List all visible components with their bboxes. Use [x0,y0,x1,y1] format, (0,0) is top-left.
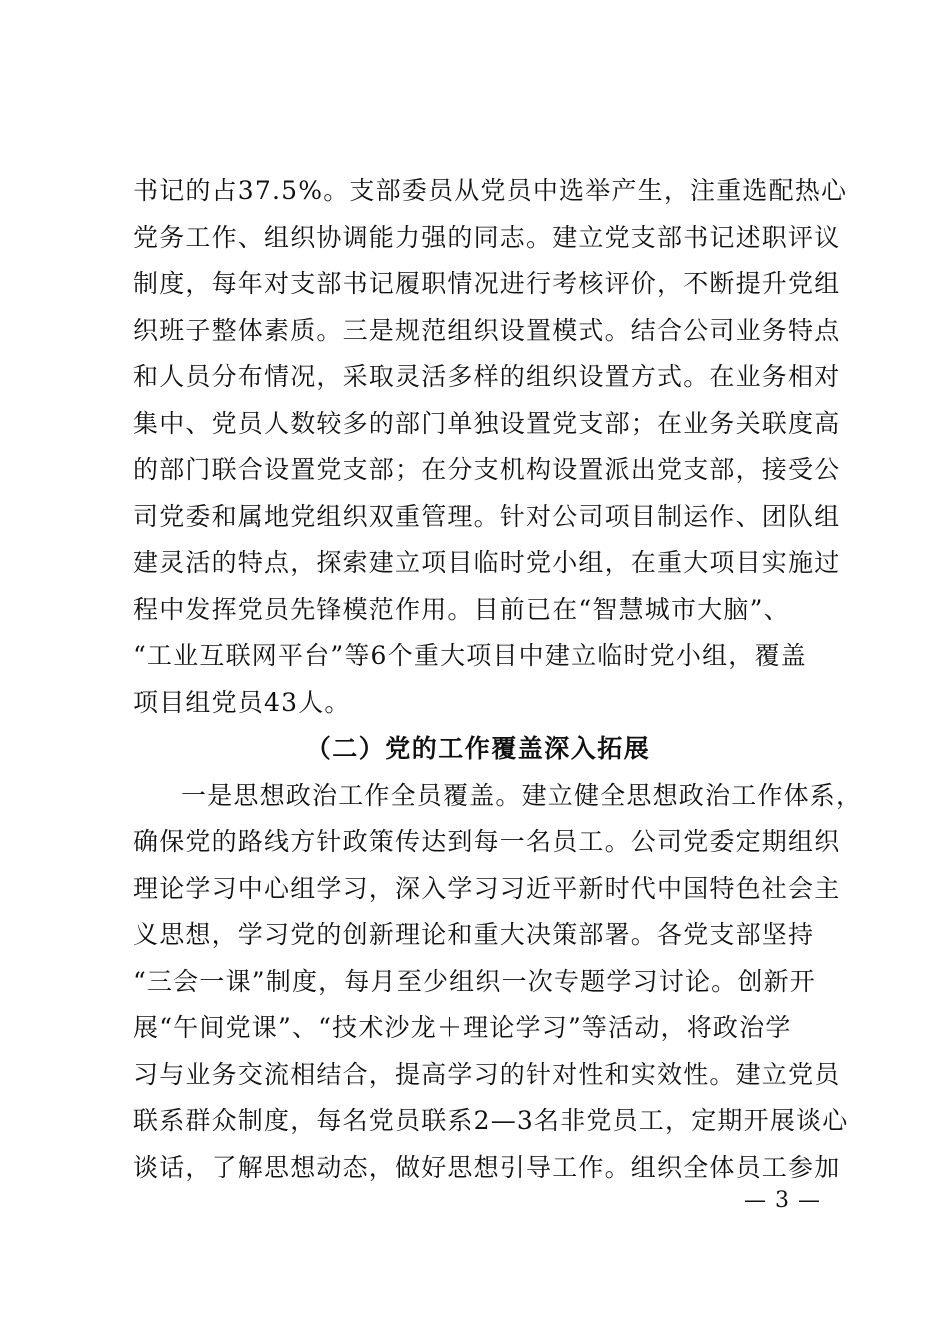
text-line: 谈话，了解思想动态，做好思想引导工作。组织全体员工参加 [133,1152,841,1182]
section-heading: （二）党的工作覆盖深入拓展 [305,734,651,763]
text-line: 项目组党员43人。 [133,687,351,717]
text-line: 党务工作、组织协调能力强的同志。建立党支部书记述职评议 [133,222,841,252]
text-line: 联系群众制度，每名党员联系2—3名非党员工，定期开展谈心 [133,1106,849,1135]
text-line: 习与业务交流相结合，提高学习的针对性和实效性。建立党员 [133,1059,841,1089]
text-line: 理论学习中心组学习，深入学习习近平新时代中国特色社会主 [133,873,841,903]
text-line: 集中、党员人数较多的部门单独设置党支部；在业务关联度高 [133,408,841,438]
text-line: 程中发挥党员先锋模范作用。目前已在“智慧城市大脑”、 [133,594,790,624]
text-line: 展“午间党课”、“技术沙龙＋理论学习”等活动，将政治学 [133,1013,792,1042]
text-line: “工业互联网平台”等6个重大项目中建立临时党小组，覆盖 [133,641,807,670]
text-line: 和人员分布情况，采取灵活多样的组织设置方式。在业务相对 [133,362,841,391]
body-text [133,168,863,1191]
text-line: 义思想，学习党的创新理论和重大决策部署。各党支部坚持 [133,920,815,949]
text-line: 的部门联合设置党支部；在分支机构设置派出党支部，接受公 [133,455,841,484]
text-line: 建灵活的特点，探索建立项目临时党小组，在重大项目实施过 [133,548,841,577]
text-line: 制度，每年对支部书记履职情况进行考核评价，不断提升党组 [133,269,841,298]
text-line: 织班子整体素质。三是规范组织设置模式。结合公司业务特点 [133,315,841,345]
text-line: 司党委和属地党组织双重管理。针对公司项目制运作、团队组 [133,501,841,531]
page-number: — 3 — [744,1188,821,1213]
text-line: “三会一课”制度，每月至少组织一次专题学习讨论。创新开 [133,966,816,996]
paragraph-first-line: 一是思想政治工作全员覆盖。建立健全思想政治工作体系， [181,780,863,810]
text-line: 确保党的路线方针政策传达到每一名员工。公司党委定期组织 [133,827,841,856]
text-line: 书记的占37.5%。支部委员从党员中选举产生，注重选配热心 [133,176,848,205]
